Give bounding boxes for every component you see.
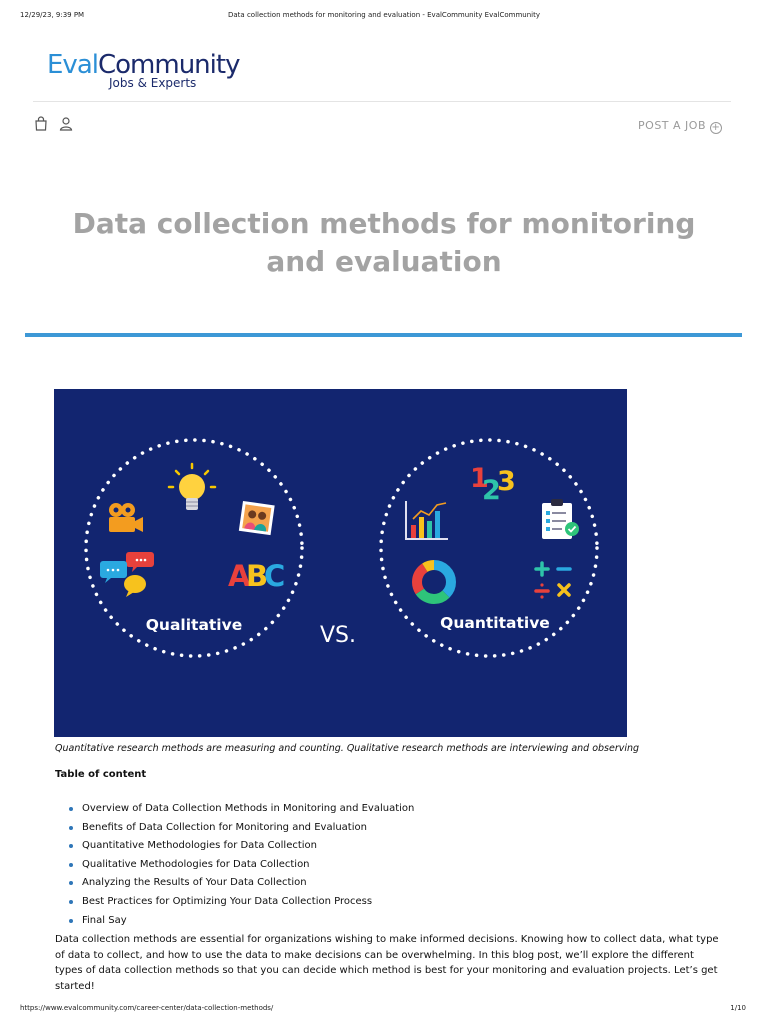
image-caption: Quantitative research methods are measuring and counting. Qualitative research methods are interviewing and observing (55, 743, 640, 754)
title-accent-bar (25, 333, 742, 337)
toc-item-analyzing[interactable]: Analyzing the Results of Your Data Collection (55, 874, 735, 893)
photo-icon (239, 501, 275, 535)
toc-item-overview[interactable]: Overview of Data Collection Methods in Monitoring and Evaluation (55, 800, 735, 819)
print-header (0, 11, 768, 23)
site-logo[interactable] (47, 50, 240, 92)
page-title: Data collection methods for monitoring and evaluation (72, 207, 696, 278)
number-one: 1 (470, 463, 489, 494)
print-footer-url: https://www.evalcommunity.com/career-center/data-collection-methods/ (20, 1004, 274, 1012)
print-document-title: Data collection methods for monitoring and evaluation - EvalCommunity EvalCommunity (228, 11, 540, 19)
abc-letters-icon (228, 559, 285, 593)
plus-circle-icon: + (711, 122, 721, 133)
qualitative-label: Qualitative (145, 616, 243, 634)
post-a-job-link[interactable] (638, 119, 722, 134)
abc-letter-a: A (228, 559, 251, 593)
number-two: 2 (482, 475, 501, 506)
post-a-job-label: POST A JOB (638, 119, 706, 132)
intro-paragraph: Data collection methods are essential for organizations wishing to make informed decisions. Knowing how to collect data, what type of data to collect, and how to use the data to make decisions can be overwhelming. In this blog post, we’ll explore the different types of data collection methods so that you can decide which method is best for your monitoring and evaluation projects. Let’s get started! (55, 934, 719, 992)
logo-subtitle: Jobs & Experts (109, 76, 197, 90)
vs-label: VS. (319, 623, 357, 648)
print-page-number: 1/10 (730, 1004, 746, 1012)
toc-item-final-say[interactable]: Final Say (55, 912, 735, 931)
logo-eval: Eval (47, 50, 98, 80)
abc-letter-b: B (246, 559, 269, 593)
toc-item-quantitative[interactable]: Quantitative Methodologies for Data Collection (55, 837, 735, 856)
print-timestamp: 12/29/23, 9:39 PM (20, 11, 85, 19)
toc-item-benefits[interactable]: Benefits of Data Collection for Monitoring and Evaluation (55, 819, 735, 838)
quantitative-label: Quantitative (440, 614, 550, 632)
header-divider (33, 101, 731, 102)
number-three: 3 (497, 466, 516, 497)
logo-community: Community (97, 50, 240, 80)
shopping-bag-icon[interactable] (33, 116, 49, 132)
user-icon[interactable] (58, 116, 74, 132)
print-footer (0, 1004, 768, 1016)
toc-item-best-practices[interactable]: Best Practices for Optimizing Your Data Collection Process (55, 893, 735, 912)
qualitative-vs-quantitative-image (54, 389, 627, 737)
toc-list (55, 800, 735, 930)
abc-letter-c: C (264, 559, 286, 593)
toc-heading: Table of content (55, 769, 147, 780)
toc-item-qualitative[interactable]: Qualitative Methodologies for Data Collection (55, 856, 735, 875)
